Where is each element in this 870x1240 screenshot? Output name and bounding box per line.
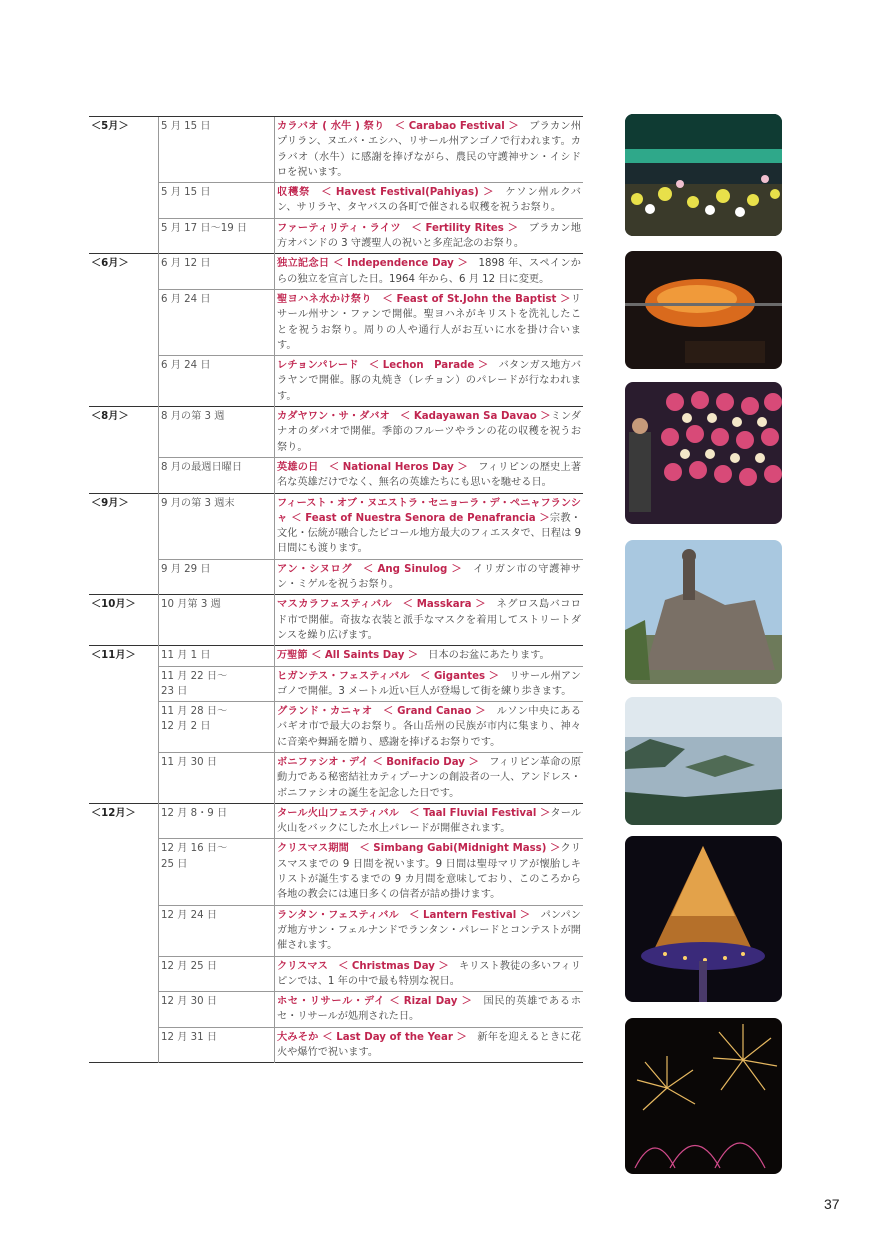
- festival-row: [89, 356, 583, 407]
- festival-description: イリガン市の守護神サン・ミゲルを祝うお祭り。: [277, 563, 581, 591]
- festival-date: 8 月の最週日曜日: [159, 457, 275, 493]
- festival-description: バタンガス地方バラヤンで開催。豚の丸焼き（レチョン）のパレードが行なわれます。: [277, 360, 582, 402]
- festival-row: [89, 992, 583, 1028]
- festival-title: フィースト・オブ・ヌエストラ・セニョーラ・デ・ペニャフランシャ ＜ Feast of Nuestra Senora de Penafrancia ＞: [277, 497, 581, 524]
- festival-description-cell: [275, 1027, 584, 1063]
- month-label: [89, 666, 159, 702]
- festival-row: [89, 905, 583, 956]
- lechon-roast-photo: [625, 251, 782, 369]
- festival-date: 5 月 15 日: [159, 117, 275, 183]
- festival-row: [89, 666, 583, 702]
- month-label: [89, 752, 159, 803]
- festival-description: ミンダナオのダバオで開催。季節のフルーツやランの花の収穫を祝うお祭り。: [277, 411, 581, 453]
- festival-row: [89, 803, 583, 839]
- month-label: [89, 356, 159, 407]
- festival-description-cell: [275, 702, 584, 753]
- month-label: ＜6月＞: [89, 254, 159, 290]
- festival-description: 国民的英雄であるホセ・リサールが処刑された日。: [277, 996, 582, 1023]
- festival-description-cell: [275, 117, 584, 183]
- festival-row: [89, 839, 583, 905]
- festival-title: カラバオ ( 水牛 ) 祭り ＜ Carabao Festival ＞: [277, 121, 519, 132]
- masskara-masks-photo: [625, 382, 782, 524]
- festival-date: 12 月 30 日: [159, 992, 275, 1028]
- festival-description-cell: [275, 559, 584, 595]
- festival-row: [89, 752, 583, 803]
- festival-description-cell: [275, 646, 584, 666]
- monument-photo: [625, 540, 782, 684]
- month-label: ＜10月＞: [89, 595, 159, 646]
- month-label: [89, 559, 159, 595]
- festival-date: 6 月 24 日: [159, 289, 275, 355]
- festival-description-cell: [275, 752, 584, 803]
- festival-description-cell: [275, 254, 584, 290]
- festival-title: 大みそか ＜ Last Day of the Year ＞: [277, 1031, 467, 1043]
- festival-title: 収穫祭 ＜ Havest Festival(Pahiyas) ＞: [277, 187, 494, 199]
- month-label: ＜8月＞: [89, 407, 159, 458]
- festival-description: ブラカン州プリラン、ヌエバ・エシハ、リサール州アンゴノで行われます。カラバオ（水牛）に感謝を捧げながら、農民の守護神サン・イシドロを祝います。: [277, 121, 582, 178]
- festival-title: 聖ヨハネ水かけ祭り ＜ Feast of St.John the Baptist ＞: [277, 293, 571, 305]
- festival-date: 9 月 29 日: [159, 559, 275, 595]
- month-label: ＜11月＞: [89, 646, 159, 666]
- festival-date: 10 月第 3 週: [159, 595, 275, 646]
- festival-title: レチョンパレード ＜ Lechon Parade ＞: [277, 360, 489, 372]
- festival-row: [89, 559, 583, 595]
- festival-date: 8 月の第 3 週: [159, 407, 275, 458]
- festival-description-cell: [275, 992, 584, 1028]
- lantern-tree-photo: [625, 836, 782, 1002]
- festival-row: [89, 702, 583, 753]
- festival-date: 12 月 25 日: [159, 956, 275, 992]
- festival-description-cell: [275, 183, 584, 219]
- festival-description-cell: [275, 356, 584, 407]
- festival-date: 11 月 30 日: [159, 752, 275, 803]
- festival-date: 11 月 22 日～ 23 日: [159, 666, 275, 702]
- festival-title: ボニファシオ・デイ ＜ Bonifacio Day ＞: [277, 756, 479, 768]
- festival-date: 6 月 24 日: [159, 356, 275, 407]
- festival-description: クリスマスまでの 9 日間を祝います。9 日間は聖母マリアが懐胎しキリストが誕生するまでの 9 カ月間を意味しており、このころから各地の教会には連日多くの信者が詰め掛けます。: [277, 843, 581, 901]
- festival-title: タール火山フェスティバル ＜ Taal Fluvial Festival ＞: [277, 807, 551, 819]
- month-label: ＜12月＞: [89, 803, 159, 839]
- festival-description-cell: [275, 803, 584, 839]
- fireworks-photo: [625, 1018, 782, 1174]
- festival-row: [89, 183, 583, 219]
- festival-description-cell: [275, 289, 584, 355]
- festival-description-cell: [275, 218, 584, 254]
- month-label: [89, 839, 159, 905]
- festival-date: 12 月 16 日～ 25 日: [159, 839, 275, 905]
- festival-date: 9 月の第 3 週末: [159, 493, 275, 559]
- festival-title: ファーティリティ・ライツ ＜ Fertility Rites ＞: [277, 222, 518, 234]
- festival-title: グランド・カニャオ ＜ Grand Canao ＞: [277, 706, 486, 718]
- month-label: [89, 1027, 159, 1063]
- festival-description: フィリピンの歴史上著名な英雄だけでなく、無名の英雄たちにも思いを馳せる日。: [277, 461, 582, 489]
- festival-date: 5 月 17 日～19 日: [159, 218, 275, 254]
- festival-description: 1898 年、スペインからの独立を宣言した日。1964 年から、6 月 12 日に変更。: [277, 258, 581, 285]
- festival-date: 12 月 8・9 日: [159, 803, 275, 839]
- festival-row: [89, 1027, 583, 1063]
- festival-date: 11 月 28 日～ 12 月 2 日: [159, 702, 275, 753]
- festival-date: 11 月 1 日: [159, 646, 275, 666]
- month-label: [89, 905, 159, 956]
- festival-title: クリスマス期間 ＜ Simbang Gabi(Midnight Mass) ＞: [277, 843, 561, 855]
- festival-row: [89, 289, 583, 355]
- month-label: [89, 702, 159, 753]
- festival-description: ネグロス島バコロド市で開催。奇抜な衣装と派手なマスクを着用してストリートダンスを繰り広げます。: [277, 599, 581, 641]
- festival-date: 12 月 24 日: [159, 905, 275, 956]
- festival-row: [89, 493, 583, 559]
- festival-description: タール火山をバックにした水上パレードが開催されます。: [277, 807, 582, 835]
- festival-title: ランタン・フェスティバル ＜ Lantern Festival ＞: [277, 909, 531, 921]
- month-label: [89, 992, 159, 1028]
- festival-row: [89, 117, 583, 183]
- festival-row: [89, 407, 583, 458]
- festival-title: ヒガンテス・フェスティバル ＜ Gigantes ＞: [277, 670, 499, 682]
- festival-date: 12 月 31 日: [159, 1027, 275, 1063]
- festival-description: ブラカン地方オバンドの 3 守護聖人の祝いと多産記念のお祭り。: [277, 222, 582, 250]
- festival-row: [89, 595, 583, 646]
- festival-description: リサール州アンゴノで開催。3 メートル近い巨人が登場して街を練り歩きます。: [277, 670, 581, 697]
- festival-title: カダヤワン・サ・ダバオ ＜ Kadayawan Sa Davao ＞: [277, 411, 551, 423]
- month-label: [89, 218, 159, 254]
- festival-description-cell: [275, 956, 584, 992]
- month-label: ＜9月＞: [89, 493, 159, 559]
- festival-calendar-table: [89, 116, 583, 1063]
- festival-description: 日本のお盆にあたります。: [418, 650, 550, 662]
- carabao-festival-photo: [625, 114, 782, 236]
- festival-description: パンパンガ地方サン・フェルナンドでランタン・パレードとコンテストが開催されます。: [277, 909, 581, 952]
- taal-lake-photo: [625, 697, 782, 825]
- festival-description-cell: [275, 407, 584, 458]
- month-label: ＜5月＞: [89, 117, 159, 183]
- page-number: 37: [824, 1196, 840, 1212]
- festival-title: 独立記念日 ＜ Independence Day ＞: [277, 258, 468, 270]
- festival-date: 6 月 12 日: [159, 254, 275, 290]
- festival-date: 5 月 15 日: [159, 183, 275, 219]
- festival-description-cell: [275, 666, 584, 702]
- festival-table-body: [89, 117, 583, 1063]
- festival-description: フィリピン革命の原動力である秘密結社カティプーナンの創設者の一人、アンドレス・ボニファシオの誕生を記念した日です。: [277, 756, 581, 799]
- festival-description: 新年を迎えるときに花火や爆竹で祝います。: [277, 1031, 581, 1059]
- festival-description-cell: [275, 595, 584, 646]
- festival-description-cell: [275, 493, 584, 559]
- festival-row: [89, 646, 583, 666]
- festival-title: マスカラフェスティバル ＜ Masskara ＞: [277, 599, 486, 611]
- festival-title: 英雄の日 ＜ National Heros Day ＞: [277, 461, 468, 473]
- festival-title: 万聖節 ＜ All Saints Day ＞: [277, 650, 419, 662]
- festival-description-cell: [275, 839, 584, 905]
- festival-description: ケソン州ルクバン、サリラヤ、タヤバスの各町で催される収穫を祝うお祭り。: [277, 187, 581, 214]
- festival-title: ホセ・リサール・デイ ＜ Rizal Day ＞: [277, 996, 472, 1008]
- festival-title: アン・シヌログ ＜ Ang Sinulog ＞: [277, 563, 462, 575]
- festival-description-cell: [275, 457, 584, 493]
- festival-title: クリスマス ＜ Christmas Day ＞: [277, 960, 449, 972]
- festival-row: [89, 218, 583, 254]
- month-label: [89, 956, 159, 992]
- festival-description-cell: [275, 905, 584, 956]
- festival-description: リサール州サン・ファンで開催。聖ヨハネがキリストを洗礼したことを祝うお祭り。周りの人や通行人がお互いに水を掛け合います。: [277, 293, 582, 351]
- festival-row: [89, 956, 583, 992]
- month-label: [89, 289, 159, 355]
- festival-description: キリスト教徒の多いフィリピンでは、1 年の中で最も特別な祝日。: [277, 960, 581, 987]
- festival-description: 宗教・文化・伝統が融合したビコール地方最大のフィエスタで、日程は 9 日間にも渡ります。: [277, 512, 581, 555]
- month-label: [89, 183, 159, 219]
- festival-description: ルソン中央にあるバギオ市で最大のお祭り。各山岳州の民族が市内に集まり、神々に音楽や舞踊を贈り、感謝を捧げるお祭りです。: [277, 706, 582, 748]
- month-label: [89, 457, 159, 493]
- festival-row: [89, 457, 583, 493]
- festival-row: [89, 254, 583, 290]
